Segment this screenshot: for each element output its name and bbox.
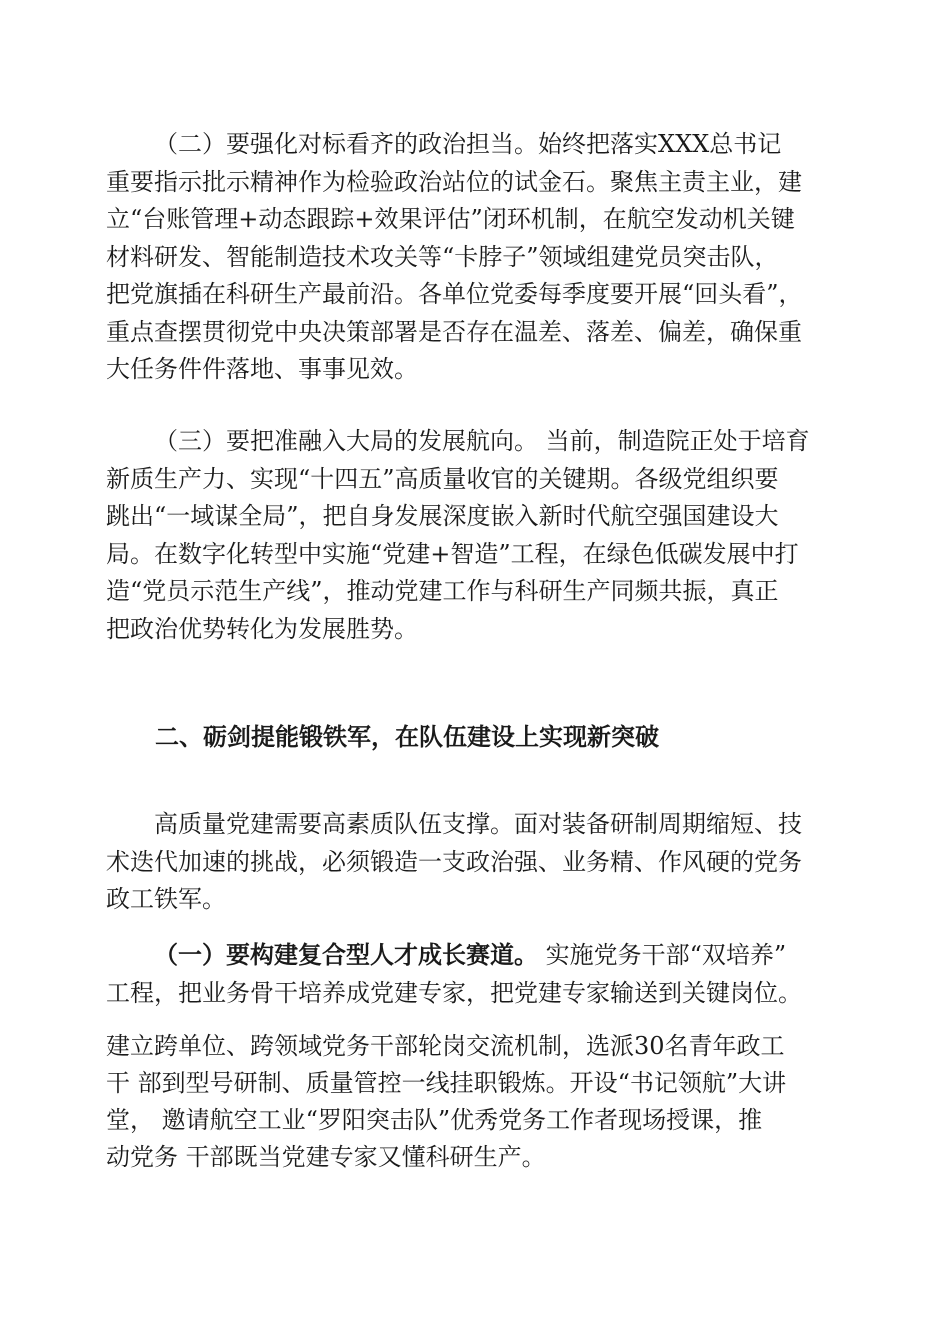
section-heading: 二、砺剑提能锻铁军，在队伍建设上实现新突破 [155,723,659,751]
text-line: 跳出“一域谋全局”，把自身发展深度嵌入新时代航空强国建设大 [106,502,779,530]
text-line: 工程，把业务骨干培养成党建专家，把党建专家输送到关键岗位。 [106,979,802,1007]
paragraph-talent-track [106,936,851,1012]
text-span: 实施党务干部“双培养” [538,941,787,969]
text-line: 术迭代加速的挑战，必须锻造一支政治强、业务精、作风硬的党务 [106,847,802,876]
text-line: 材料研发、智能制造技术攻关等“卡脖子”领域组建党员突击队， [106,242,779,271]
text-line: 大任务件件落地、事事见效。 [106,355,418,383]
paragraph-team-building-intro [106,806,851,919]
text-line: 立“台账管理+动态跟踪+效果评估”闭环机制，在航空发动机关键 [106,205,795,233]
text-line: 干 部到型号研制、质量管控一线挂职锻炼。开设“书记领航”大讲 [106,1069,787,1097]
text-line: 高质量党建需要高素质队伍支撑。面对装备研制周期缩短、技 [154,810,802,838]
paragraph-political-commitment [106,126,851,389]
text-line: 重点查摆贯彻党中央决策部署是否存在温差、落差、偏差，确保重 [106,317,802,346]
subheading-lead: （一）要构建复合型人才成长赛道。 [154,941,538,969]
text-line: 把党旗插在科研生产最前沿。各单位党委每季度要开展“回头看”， [106,280,803,308]
text-line: 新质生产力、实现“十四五”高质量收官的关键期。各级党组织要 [106,464,779,493]
text-line [106,936,851,974]
paragraph-rotation-mechanism [106,1028,851,1176]
text-line: 建立跨单位、跨领域党务干部轮岗交流机制，选派30名青年政工 [106,1032,785,1060]
text-line: 造“党员示范生产线”，推动党建工作与科研生产同频共振，真正 [106,577,779,605]
text-line: 把政治优势转化为发展胜势。 [106,614,418,643]
text-line: 重要指示批示精神作为检验政治站位的试金石。聚焦主责主业，建 [106,167,802,196]
text-line: 局。在数字化转型中实施“党建+智造”工程，在绿色低碳发展中打 [106,539,799,568]
text-line: 动党务 干部既当党建专家又懂科研生产。 [106,1143,546,1171]
paragraph-development-direction [106,423,851,648]
text-line: 堂， 邀请航空工业“罗阳突击队”优秀党务工作者现场授课，推 [106,1106,763,1134]
text-line: （三）要把准融入大局的发展航向。 当前，制造院正处于培育 [154,427,810,455]
text-line: 政工铁军。 [106,885,226,913]
text-line: （二）要强化对标看齐的政治担当。始终把落实XXX总书记 [154,130,782,158]
